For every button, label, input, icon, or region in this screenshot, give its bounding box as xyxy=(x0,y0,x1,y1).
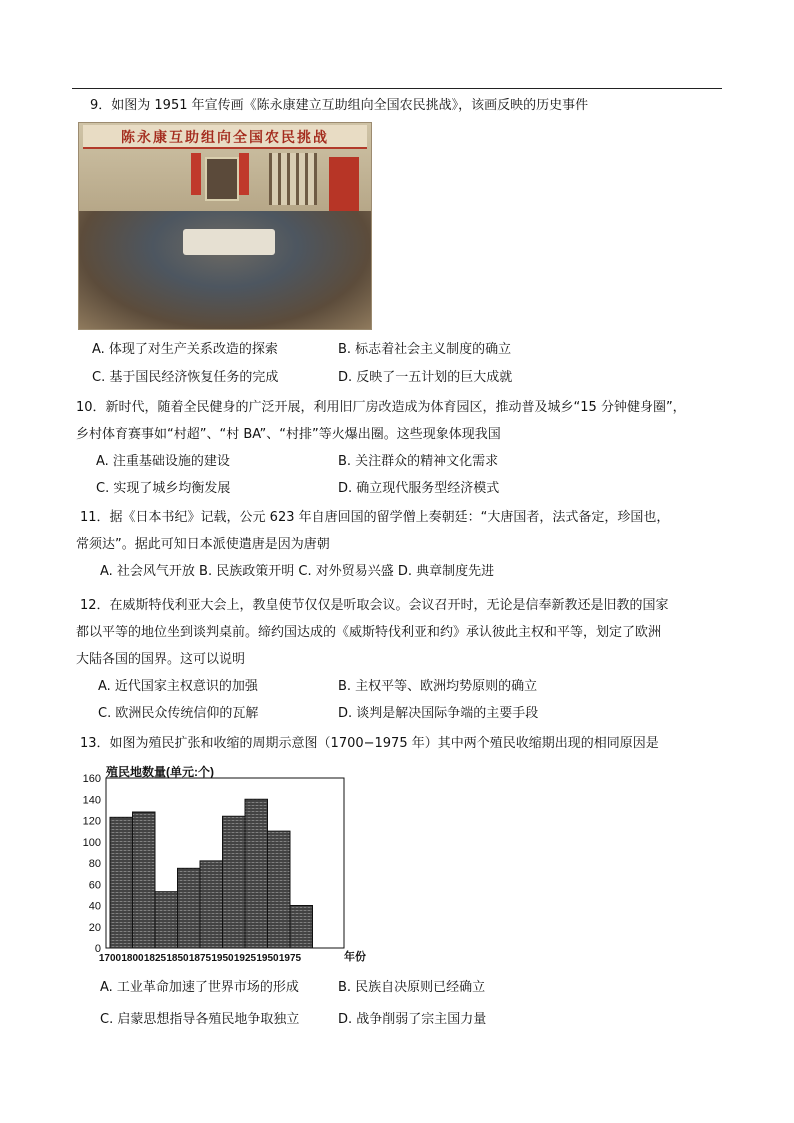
q10-option-b[interactable]: B. 关注群众的精神文化需求 xyxy=(338,454,499,469)
question-13-stem: 13．如图为殖民扩张和收缩的周期示意图（1700−1975 年）其中两个殖民收缩期出现的相同原因是 xyxy=(80,736,659,751)
q12-option-a[interactable]: A. 近代国家主权意识的加强 xyxy=(98,679,258,694)
q12-option-c[interactable]: C. 欧洲民众传统信仰的瓦解 xyxy=(98,706,259,721)
q13-option-a[interactable]: A. 工业革命加速了世界市场的形成 xyxy=(100,980,299,995)
chart-y-tick-label: 160 xyxy=(82,773,101,785)
poster-banner xyxy=(83,125,367,149)
poster-red-banner-left xyxy=(191,153,201,195)
chart-bar xyxy=(245,799,268,948)
question-10-stem-line-2: 乡村体育赛事如“村超”、“村 BA”、“村排”等火爆出圈。这些现象体现我国 xyxy=(76,427,501,442)
chart-bar xyxy=(155,892,178,948)
chart-bar xyxy=(290,906,313,949)
chart-y-tick-label: 60 xyxy=(88,879,101,892)
chart-x-tick-label: 1950 xyxy=(211,953,234,964)
q12-option-b[interactable]: B. 主权平等、欧洲均势原则的确立 xyxy=(338,679,538,694)
q9-option-b[interactable]: B. 标志着社会主义制度的确立 xyxy=(338,342,512,357)
poster-window xyxy=(269,153,317,205)
chart-x-tick-label: 1875 xyxy=(188,953,212,964)
question-12-stem-line-1: 12．在威斯特伐利亚大会上，教皇使节仅仅是听取会议。会议召开时，无论是信奉新教还是旧教的国家 xyxy=(80,598,669,613)
question-11-stem-line-1: 11．据《日本书纪》记载，公元 623 年自唐回国的留学僧上奏朝廷：“大唐国者，法式备定，珍国也， xyxy=(80,510,670,525)
q11-options[interactable]: A. 社会风气开放 B. 民族政策开明 C. 对外贸易兴盛 D. 典章制度先进 xyxy=(100,564,495,579)
poster-title: 陈永康互助组向全国农民挑战 xyxy=(121,130,329,146)
chart-x-tick-label: 1950 xyxy=(256,953,279,964)
header-rule xyxy=(72,88,722,89)
chart-y-tick-label: 120 xyxy=(82,815,101,828)
q10-option-d[interactable]: D. 确立现代服务型经济模式 xyxy=(338,481,500,496)
question-12-stem-line-2: 都以平等的地位坐到谈判桌前。缔约国达成的《威斯特伐利亚和约》承认彼此主权和平等，划定了欧洲 xyxy=(76,625,662,640)
chart-x-axis-label: 年份 xyxy=(344,951,366,963)
chart-y-axis-label: 殖民地数量(单元:个) xyxy=(106,765,214,779)
q12-option-d[interactable]: D. 谈判是解决国际争端的主要手段 xyxy=(338,706,539,721)
chart-x-tick-label: 1800 xyxy=(121,953,144,964)
chart-bar xyxy=(268,831,291,948)
chart-y-tick-label: 80 xyxy=(88,858,101,870)
q9-option-a[interactable]: A. 体现了对生产关系改造的探索 xyxy=(92,342,278,357)
question-9-stem: 9．如图为 1951 年宣传画《陈永康建立互助组向全国农民挑战》，该画反映的历史事件 xyxy=(90,98,589,113)
chart-x-tick-label: 1850 xyxy=(166,953,189,964)
q13-option-d[interactable]: D. 战争削弱了宗主国力量 xyxy=(338,1012,487,1027)
chart-x-tick-label: 1825 xyxy=(143,953,167,964)
chart-y-tick-label: 140 xyxy=(82,794,101,807)
question-12-stem-line-3: 大陆各国的国界。这可以说明 xyxy=(76,652,246,667)
chart-x-tick-label: 1975 xyxy=(278,953,302,964)
poster-red-banner-right xyxy=(239,153,249,195)
chart-bar xyxy=(178,868,201,948)
chart-bar xyxy=(110,817,133,948)
chart-bar xyxy=(223,816,246,948)
colonial-cycle-chart xyxy=(76,764,376,974)
chart-bar xyxy=(133,812,156,948)
chart-bar xyxy=(200,861,223,948)
chart-y-tick-label: 20 xyxy=(88,921,101,934)
chart-x-tick-label: 1700 xyxy=(98,953,122,964)
chart-y-tick-label: 0 xyxy=(94,943,101,955)
chart-x-tick-label: 1925 xyxy=(233,953,257,964)
chart-y-tick-label: 40 xyxy=(88,900,101,913)
poster-red-poster xyxy=(329,157,359,215)
q9-option-c[interactable]: C. 基于国民经济恢复任务的完成 xyxy=(92,370,279,385)
q13-option-c[interactable]: C. 启蒙思想指导各殖民地争取独立 xyxy=(100,1012,300,1027)
chart-svg xyxy=(76,764,376,974)
chart-y-tick-label: 100 xyxy=(82,836,101,849)
q9-option-d[interactable]: D. 反映了一五计划的巨大成就 xyxy=(338,370,513,385)
q13-option-b[interactable]: B. 民族自决原则已经确立 xyxy=(338,980,486,995)
poster-table xyxy=(183,229,275,255)
q10-option-a[interactable]: A. 注重基础设施的建设 xyxy=(96,454,230,469)
question-10-stem-line-1: 10．新时代，随着全民健身的广泛开展，利用旧厂房改造成为体育园区，推动普及城乡“15 分钟健身圈”， xyxy=(76,400,686,415)
poster-portrait xyxy=(205,157,239,201)
q10-option-c[interactable]: C. 实现了城乡均衡发展 xyxy=(96,481,231,496)
propaganda-poster-image xyxy=(78,122,372,330)
question-11-stem-line-2: 常须达”。据此可知日本派使遣唐是因为唐朝 xyxy=(76,537,330,552)
